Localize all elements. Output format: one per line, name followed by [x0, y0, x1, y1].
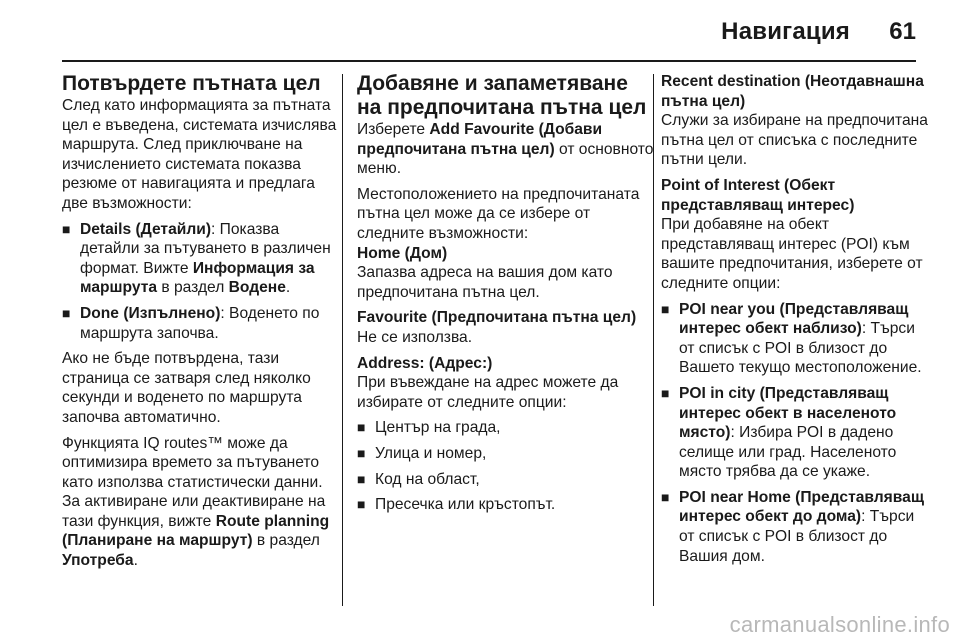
section-heading-confirm: Потвърдете пътната цел — [62, 72, 321, 95]
cross-reference: Route planning (Планиране на маршрут) — [62, 512, 330, 550]
bullet-icon: ■ — [357, 496, 366, 513]
bullet-icon: ■ — [661, 488, 670, 505]
list-item — [661, 384, 933, 482]
subheading-favourite: Favourite (Предпочитана пътна цел) — [357, 309, 637, 327]
paragraph: Запазва адреса на вашия дом като предпочитана пътна цел. — [357, 264, 613, 301]
text: Изберете — [357, 121, 430, 138]
bullet-icon: ■ — [357, 419, 366, 436]
text: . — [133, 552, 138, 570]
text: : Избира POI в дадено селище или град. Населеното място трябва да се укаже. — [679, 424, 897, 481]
bullet-icon: ■ — [661, 384, 670, 401]
list-item — [661, 488, 933, 566]
list-item-text: Център на града, — [375, 419, 501, 437]
paragraph — [357, 120, 656, 179]
list-item — [357, 495, 656, 515]
list-item-text: Улица и номер, — [375, 444, 487, 462]
list-item — [357, 444, 656, 464]
page-title: Навигация — [721, 18, 850, 45]
paragraph: Местоположението на предпочитаната пътна цел може да се избере от следните възможности: — [357, 185, 640, 242]
subheading-home: Home (Дом) — [357, 244, 448, 262]
column-3 — [661, 72, 933, 566]
text: : Търси от списък с POI в близост до Вашето текущо местоположение. — [679, 320, 922, 377]
page-header — [0, 0, 960, 62]
text: в раздел — [157, 279, 229, 297]
term: POI in city (Представляващ интерес обект в населеното място) — [679, 384, 897, 442]
column-2 — [357, 72, 656, 515]
paragraph: Ако не бъде потвърдена, тази страница се затваря след няколко секунди и воденето по маршрута започва автоматично. — [62, 350, 311, 426]
bullet-icon: ■ — [661, 300, 670, 317]
list-item-text: Код на област, — [375, 470, 480, 488]
list-item — [62, 220, 338, 298]
text: : Търси от списък с POI в близост до Вашия дом. — [679, 508, 915, 565]
bullet-icon: ■ — [62, 304, 71, 321]
text: Функцията IQ routes™ може да оптимизира времето за пътуването като използва статистически данни. За активиране или деактивиране на тази функция, вижте — [62, 434, 326, 530]
bullet-icon: ■ — [357, 444, 366, 461]
watermark: carmanualsonline.info — [729, 612, 950, 637]
page-number: 61 — [889, 18, 916, 45]
menu-reference: Add Favourite (Добави предпочитана пътна цел) — [357, 121, 603, 158]
list-item — [661, 300, 933, 378]
cross-reference: Водене — [228, 279, 286, 297]
subheading-recent: Recent destination (Неотдавнашна пътна цел) — [661, 73, 924, 110]
text: : Воденето по маршрута започва. — [80, 304, 320, 342]
list-item — [62, 304, 338, 343]
paragraph: При добавяне на обект представляващ интерес (POI) към вашите предпочитания, изберете от следните опции: — [661, 216, 923, 292]
bullet-icon: ■ — [357, 470, 366, 487]
section-heading-add-favourite: Добавяне и запаметяване на предпочитана пътна цел — [357, 72, 647, 119]
term: Done (Изпълнено) — [80, 304, 221, 322]
cross-reference: Информация за маршрута — [80, 259, 315, 297]
subheading-address: Address: (Адрес:) — [357, 354, 493, 372]
text: в раздел — [252, 532, 320, 550]
column-divider-1 — [342, 74, 343, 606]
text: : Показва детайли за пътуването в различен формат. Вижте — [80, 220, 331, 277]
list-item-text: Пресечка или кръстопът. — [375, 496, 556, 514]
cross-reference: Употреба — [62, 552, 134, 570]
paragraph: Не се използва. — [357, 328, 473, 346]
term: POI near Home (Представляващ интерес обект до дома) — [679, 488, 924, 526]
header-divider — [62, 60, 916, 62]
text: . — [285, 279, 291, 297]
text: от основното меню. — [357, 140, 654, 178]
paragraph: Служи за избиране на предпочитана пътна цел от списъка с последните пътни цели. — [661, 112, 928, 169]
column-1 — [62, 72, 338, 571]
subheading-poi: Point of Interest (Обект представляващ интерес) — [661, 176, 855, 214]
term: Details (Детайли) — [80, 220, 212, 238]
term: POI near you (Представляващ интерес обект наблизо) — [679, 300, 909, 338]
paragraph: При въвеждане на адрес можете да избирате от следните опции: — [357, 374, 619, 411]
paragraph — [62, 434, 338, 571]
bullet-icon: ■ — [62, 220, 71, 237]
list-item — [357, 470, 656, 490]
paragraph: След като информацията за пътната цел е въведена, системата изчислява маршрута. След приключване на изчислението системата показва резюме от навигацията и предлага две възможности: — [62, 97, 337, 212]
list-item — [357, 418, 656, 438]
